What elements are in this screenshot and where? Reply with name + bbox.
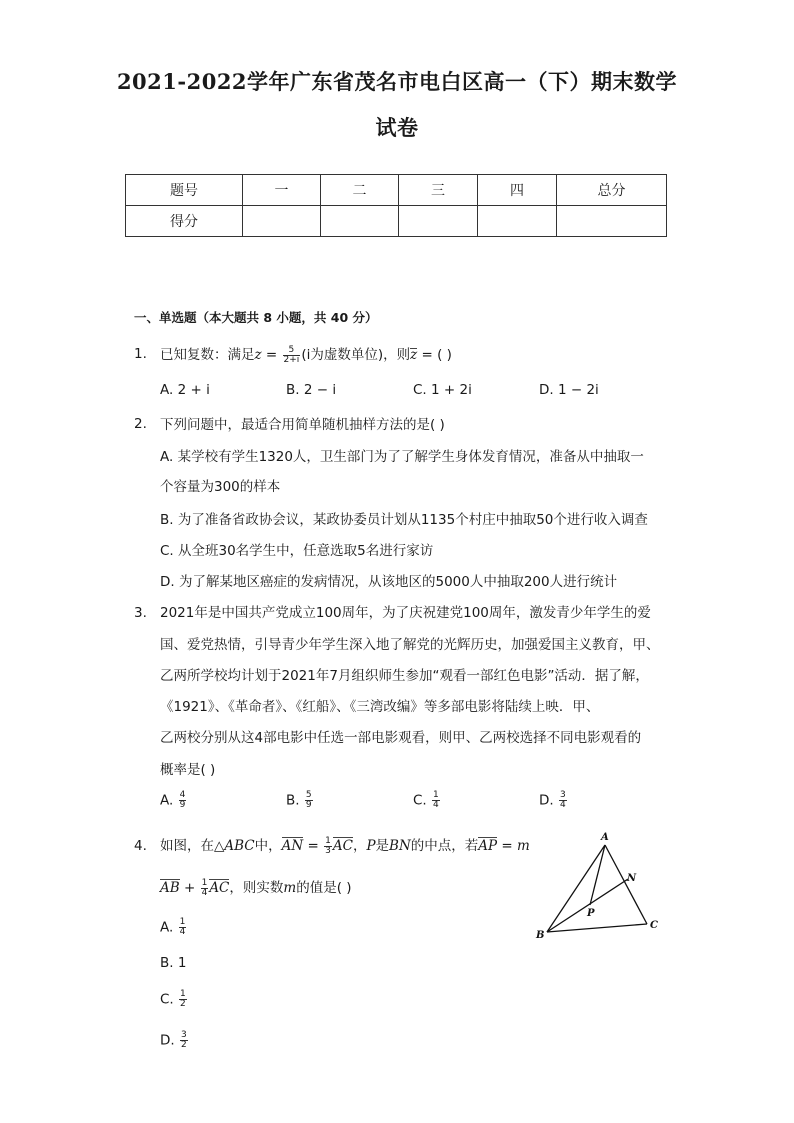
q1-eq: =	[261, 347, 282, 363]
q1-text-post: = ( )	[417, 347, 452, 363]
option-fraction	[559, 791, 567, 810]
score-cell[interactable]	[243, 206, 321, 237]
page-title-line2: 试卷	[375, 115, 419, 140]
question-number: 1.	[134, 346, 147, 362]
question-number: 4.	[134, 838, 147, 854]
question-3-line: 概率是( )	[160, 762, 216, 778]
fraction-numerator: 1	[433, 790, 439, 800]
segment-ac	[605, 845, 647, 924]
fraction-numerator: 1	[179, 917, 186, 927]
q1-var-z: z	[254, 347, 262, 363]
score-cell[interactable]	[478, 206, 557, 237]
q3-option-c[interactable]	[413, 791, 441, 810]
option-fraction	[432, 791, 440, 810]
question-4-stem-line2	[160, 876, 352, 898]
q4-option-c[interactable]	[160, 990, 188, 1009]
option-value: 1	[177, 955, 187, 971]
segment-bc	[547, 924, 647, 932]
q4-text: 的中点，若	[410, 838, 479, 854]
score-table-header-row	[126, 175, 667, 206]
q4-plus: +	[179, 880, 200, 896]
vector-an: AN	[281, 838, 304, 854]
question-3-line: 2021年是中国共产党成立100周年，为了庆祝建党100周年，激发青少年学生的爱	[160, 605, 651, 621]
label-n: N	[627, 873, 637, 884]
triangle-figure	[530, 828, 670, 946]
section-heading: 一、单选题（本大题共 8 小题，共 40 分）	[134, 310, 378, 325]
q1-option-b[interactable]: B. 2 − i	[286, 382, 337, 398]
question-3-line: 《1921》、《革命者》、《红船》、《三湾改编》等多部电影将陆续上映．甲、	[160, 699, 600, 715]
score-table-header-cell: 四	[478, 175, 557, 206]
q3-option-a[interactable]	[160, 791, 187, 810]
fraction-denominator: 9	[305, 800, 312, 810]
q4-fraction	[324, 837, 332, 856]
q2-option-a-cont[interactable]: 个容量为300的样本	[160, 479, 281, 495]
fraction-numerator: 3	[559, 790, 566, 800]
q4-fraction	[201, 879, 209, 898]
fraction-numerator: 1	[325, 835, 331, 846]
q4-text: 是	[375, 838, 390, 854]
fraction-denominator: 4	[179, 927, 186, 937]
option-label: C.	[160, 991, 174, 1008]
question-4-stem-line1	[160, 834, 530, 856]
fraction-denominator: 2	[180, 1040, 187, 1050]
label-a: A	[601, 832, 609, 843]
label-p: P	[587, 908, 595, 919]
score-table-score-row	[126, 206, 667, 237]
option-label: C.	[413, 792, 427, 809]
question-number: 2.	[134, 416, 147, 432]
label-c: C	[650, 920, 658, 931]
question-1-stem	[160, 343, 452, 365]
vector-ac: AC	[332, 838, 353, 854]
vector-ac: AC	[209, 880, 230, 896]
score-cell[interactable]	[557, 206, 667, 237]
segment-ab	[547, 845, 605, 932]
q4-var-m: m	[517, 838, 530, 854]
label-b: B	[536, 930, 545, 941]
fraction-denominator: 4	[201, 887, 208, 898]
option-fraction	[305, 791, 313, 810]
fraction-denominator: 2	[180, 999, 186, 1009]
fraction-denominator: 2+i	[283, 354, 300, 365]
vector-ap: AP	[478, 838, 498, 854]
score-cell[interactable]	[399, 206, 478, 237]
q4-point-p: P	[366, 838, 376, 854]
question-3-line: 乙两所学校均计划于2021年7月组织师生参加“观看一部红色电影”活动．据了解，	[160, 668, 649, 684]
q3-option-b[interactable]	[286, 791, 314, 810]
q2-option-b[interactable]: B. 为了准备省政协会议，某政协委员计划从1135个村庄中抽取50个进行收入调查	[160, 512, 648, 528]
question-3-line: 国、爱党热情，引导青少年学生深入地了解党的光辉历史，加强爱国主义教育，甲、	[160, 637, 660, 653]
q1-text-mid: (i为虚数单位)，则	[301, 347, 411, 363]
option-label: B.	[286, 792, 300, 809]
option-label: D.	[539, 792, 554, 809]
score-table	[125, 174, 667, 237]
fraction-denominator: 4	[559, 800, 566, 810]
vector-ab: AB	[160, 880, 180, 896]
fraction-denominator: 3	[325, 845, 331, 856]
q4-text: 如图，在△	[160, 838, 225, 854]
fraction-denominator: 9	[179, 800, 186, 810]
option-fraction	[179, 990, 187, 1009]
q4-var-m: m	[283, 880, 297, 896]
q4-text: ，则实数	[229, 880, 284, 896]
score-table-header-cell: 一	[243, 175, 321, 206]
q1-text: 已知复数：满足	[160, 347, 255, 363]
fraction-denominator: 4	[433, 800, 439, 810]
q2-option-a[interactable]: A. 某学校有学生1320人，卫生部门为了了解学生身体发育情况，准备从中抽取一	[160, 449, 644, 465]
fraction-numerator: 5	[305, 790, 312, 800]
q4-text: 的值是( )	[296, 880, 352, 896]
q3-option-d[interactable]	[539, 791, 568, 810]
q2-option-d[interactable]: D. 为了解某地区癌症的发病情况，从该地区的5000人中抽取200人进行统计	[160, 574, 618, 590]
option-fraction	[179, 791, 187, 810]
fraction-numerator: 1	[180, 989, 186, 999]
segment-bn	[547, 879, 628, 932]
page-title: 2021-2022学年广东省茂名市电白区高一（下）期末数学	[116, 69, 678, 94]
option-fraction	[179, 918, 187, 937]
q4-option-b[interactable]	[160, 955, 186, 971]
score-table-header-cell: 题号	[126, 175, 243, 206]
q1-conjugate-z: z	[410, 347, 418, 363]
option-label: D.	[160, 1032, 175, 1049]
q4-eq: =	[303, 838, 324, 854]
score-table-header-cell: 三	[399, 175, 478, 206]
fraction-numerator: 3	[180, 1030, 187, 1040]
option-fraction	[180, 1031, 188, 1050]
score-table-header-cell: 总分	[557, 175, 667, 206]
q1-fraction	[283, 346, 301, 365]
q4-eq: =	[497, 838, 518, 854]
question-3-line: 乙两校分别从这4部电影中任选一部电影观看，则甲、乙两校选择不同电影观看的	[160, 730, 642, 746]
option-label: A.	[160, 919, 174, 936]
q1-option-c[interactable]: C. 1 + 2i	[413, 382, 472, 398]
q2-option-c[interactable]: C. 从全班30名学生中，任意选取5名进行家访	[160, 543, 434, 559]
q4-option-a[interactable]	[160, 918, 187, 937]
score-cell[interactable]	[321, 206, 399, 237]
fraction-numerator: 5	[283, 346, 301, 356]
q4-segment-bn: BN	[389, 838, 411, 854]
fraction-numerator: 1	[201, 877, 208, 888]
question-2-stem: 下列问题中，最适合用简单随机抽样方法的是( )	[160, 417, 445, 433]
fraction-numerator: 4	[179, 790, 186, 800]
score-table-header-cell: 二	[321, 175, 399, 206]
question-number: 3.	[134, 605, 147, 621]
q4-option-d[interactable]	[160, 1031, 189, 1050]
q4-text: 中，	[254, 838, 282, 854]
score-table-row-label: 得分	[126, 206, 243, 237]
q1-option-a[interactable]: A. 2 + i	[160, 382, 210, 398]
option-label: A.	[160, 792, 174, 809]
q4-text: ，	[352, 838, 367, 854]
q1-option-d[interactable]: D. 1 − 2i	[539, 382, 599, 398]
option-label: B.	[160, 955, 174, 971]
q4-triangle-name: ABC	[224, 838, 255, 854]
